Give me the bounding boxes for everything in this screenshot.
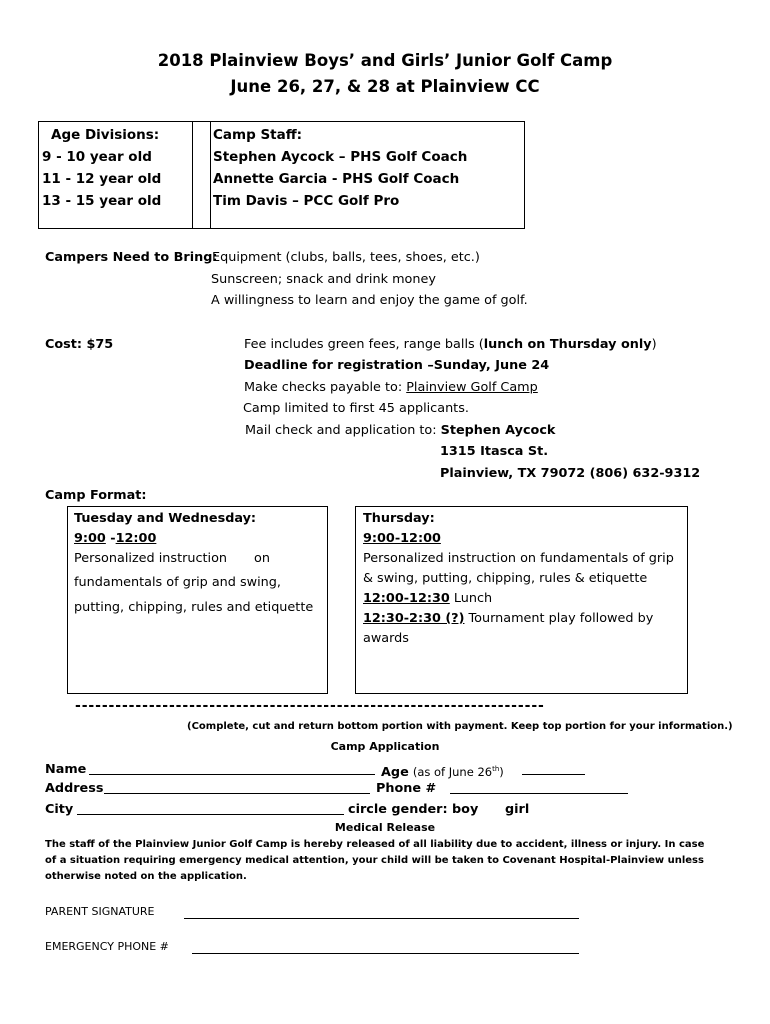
phone-field[interactable]	[450, 781, 628, 794]
bring-item: Equipment (clubs, balls, tees, shoes, etc.)	[212, 250, 480, 265]
gender-label: circle gender:	[348, 802, 448, 817]
staff-item: Annette Garcia - PHS Golf Coach	[213, 171, 460, 187]
bring-item: A willingness to learn and enjoy the game of golf.	[211, 293, 528, 308]
age-field[interactable]	[522, 762, 585, 775]
emergency-phone-field[interactable]	[192, 941, 579, 954]
cut-note: (Complete, cut and return bottom portion with payment. Keep top portion for your information.)	[187, 721, 733, 732]
staff-item: Tim Davis – PCC Golf Pro	[213, 193, 400, 209]
tue-wed-desc: on	[254, 551, 270, 566]
parent-signature-label: PARENT SIGNATURE	[45, 905, 155, 918]
address-field[interactable]	[104, 781, 370, 794]
gender-option-girl[interactable]: girl	[505, 802, 530, 817]
name-field[interactable]	[89, 762, 375, 775]
tue-wed-desc: Personalized instruction	[74, 551, 228, 566]
format-heading: Camp Format:	[45, 488, 147, 503]
staff-item: Stephen Aycock – PHS Golf Coach	[213, 149, 468, 165]
deadline-text: Deadline for registration –Sunday, June 24	[244, 358, 550, 373]
tue-wed-time: 9:00 -12:00	[74, 531, 157, 546]
city-label: City	[45, 802, 74, 817]
fee-text: Fee includes green fees, range balls (lunch on Thursday only)	[244, 337, 657, 352]
emergency-phone-label: EMERGENCY PHONE #	[45, 940, 169, 953]
thursday-tournament: 12:30-2:30 (?) Tournament play followed by	[363, 611, 654, 626]
cut-line: ----------------------------------------------------------------------	[75, 698, 545, 714]
medical-text: of a situation requiring emergency medical attention, your child will be taken to Covenant Hospital-Plainview unless	[45, 855, 704, 866]
staff-heading: Camp Staff:	[213, 127, 303, 143]
phone-label: Phone #	[376, 781, 437, 796]
name-label: Name	[45, 762, 87, 777]
division-item: 11 - 12 year old	[42, 171, 162, 187]
bring-item: Sunscreen; snack and drink money	[211, 272, 436, 287]
page-subtitle: June 26, 27, & 28 at Plainview CC	[230, 77, 540, 96]
medical-text: The staff of the Plainview Junior Golf Camp is hereby released of all liability due to accident, illness or injury. In case	[45, 839, 705, 850]
thursday-lunch: 12:00-12:30 Lunch	[363, 591, 493, 606]
page-title: 2018 Plainview Boys’ and Girls’ Junior Golf Camp	[157, 51, 613, 70]
medical-text: otherwise noted on the application.	[45, 871, 247, 882]
mail-text: Mail check and application to: Stephen Aycock	[245, 423, 556, 438]
medical-heading: Medical Release	[334, 821, 436, 834]
thursday-desc: & swing, putting, chipping, rules & etiquette	[363, 571, 648, 586]
cost-label: Cost: $75	[45, 337, 114, 352]
divisions-heading: Age Divisions:	[51, 127, 160, 143]
division-item: 13 - 15 year old	[42, 193, 162, 209]
tue-wed-desc: putting, chipping, rules and etiquette	[74, 600, 314, 615]
thursday-desc: Personalized instruction on fundamentals of grip	[363, 551, 674, 566]
payee-name: Plainview Golf Camp	[406, 380, 538, 395]
thursday-heading: Thursday:	[363, 511, 435, 526]
city-field[interactable]	[77, 802, 344, 815]
address-label: Address	[45, 781, 104, 796]
age-label-group: Age (as of June 26th)	[381, 764, 504, 780]
limit-text: Camp limited to first 45 applicants.	[243, 401, 469, 416]
gender-option-boy[interactable]: boy	[452, 802, 479, 817]
parent-signature-field[interactable]	[184, 906, 579, 919]
tue-wed-desc: fundamentals of grip and swing,	[74, 575, 281, 590]
application-heading: Camp Application	[330, 740, 440, 753]
checks-text: Make checks payable to: Plainview Golf Camp	[244, 380, 538, 395]
tue-wed-heading: Tuesday and Wednesday:	[74, 511, 257, 526]
mail-city: Plainview, TX 79072 (806) 632-9312	[440, 466, 701, 481]
division-item: 9 - 10 year old	[42, 149, 152, 165]
info-box-divider	[192, 121, 211, 229]
mail-street: 1315 Itasca St.	[440, 444, 549, 459]
bring-label: Campers Need to Bring:	[45, 250, 218, 265]
thursday-tournament: awards	[363, 631, 409, 646]
thursday-time: 9:00-12:00	[363, 531, 441, 546]
